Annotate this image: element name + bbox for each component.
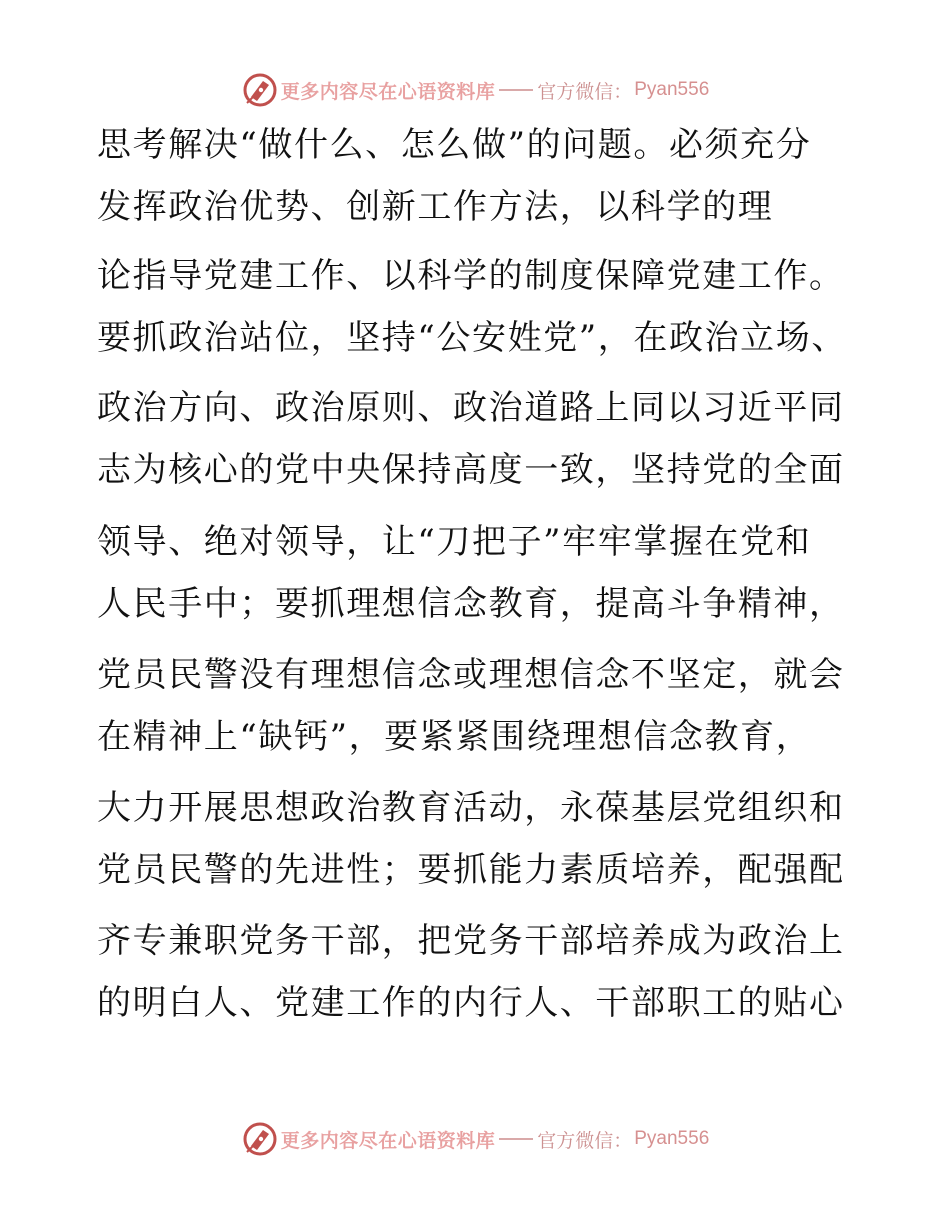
body-line: 论指导党建工作、以科学的制度保障党建工作。	[97, 256, 845, 296]
body-line: 大力开展思想政治教育活动，永葆基层党组织和	[97, 788, 845, 828]
footer-watermark-text: 更多内容尽在心语资料库	[280, 1129, 496, 1152]
pen-nib-logo-icon	[241, 1120, 279, 1158]
body-line: 志为核心的党中央保持高度一致，坚持党的全面	[97, 450, 845, 490]
body-line: 党员民警没有理想信念或理想信念不坚定，就会	[97, 655, 845, 695]
body-line: 发挥政治优势、创新工作方法，以科学的理	[97, 187, 774, 227]
body-line: 的明白人、党建工作的内行人、干部职工的贴心	[97, 983, 845, 1023]
pen-nib-logo-icon	[241, 71, 279, 109]
header-watermark-text: 更多内容尽在心语资料库	[280, 80, 496, 103]
header-wechat-id: Pyan556	[634, 79, 710, 100]
footer-wechat-label: 官方微信：	[537, 1129, 633, 1152]
footer-dash	[499, 1138, 533, 1140]
body-line: 政治方向、政治原则、政治道路上同以习近平同	[97, 388, 845, 428]
body-line: 思考解决“做什么、怎么做”的问题。必须充分	[97, 125, 812, 165]
header-watermark	[0, 70, 950, 110]
footer-watermark	[0, 1119, 950, 1159]
body-line: 领导、绝对领导，让“刀把子”牢牢掌握在党和	[97, 522, 812, 562]
body-line: 党员民警的先进性；要抓能力素质培养，配强配	[97, 850, 845, 890]
footer-wechat-id: Pyan556	[634, 1128, 710, 1149]
body-line: 齐专兼职党务干部，把党务干部培养成为政治上	[97, 921, 845, 961]
body-line: 要抓政治站位，坚持“公安姓党”，在政治立场、	[97, 318, 847, 358]
body-line: 在精神上“缺钙”，要紧紧围绕理想信念教育，	[97, 717, 812, 757]
header-dash	[499, 89, 533, 91]
body-line: 人民手中；要抓理想信念教育，提高斗争精神，	[97, 584, 845, 624]
header-wechat-label: 官方微信：	[537, 80, 633, 103]
